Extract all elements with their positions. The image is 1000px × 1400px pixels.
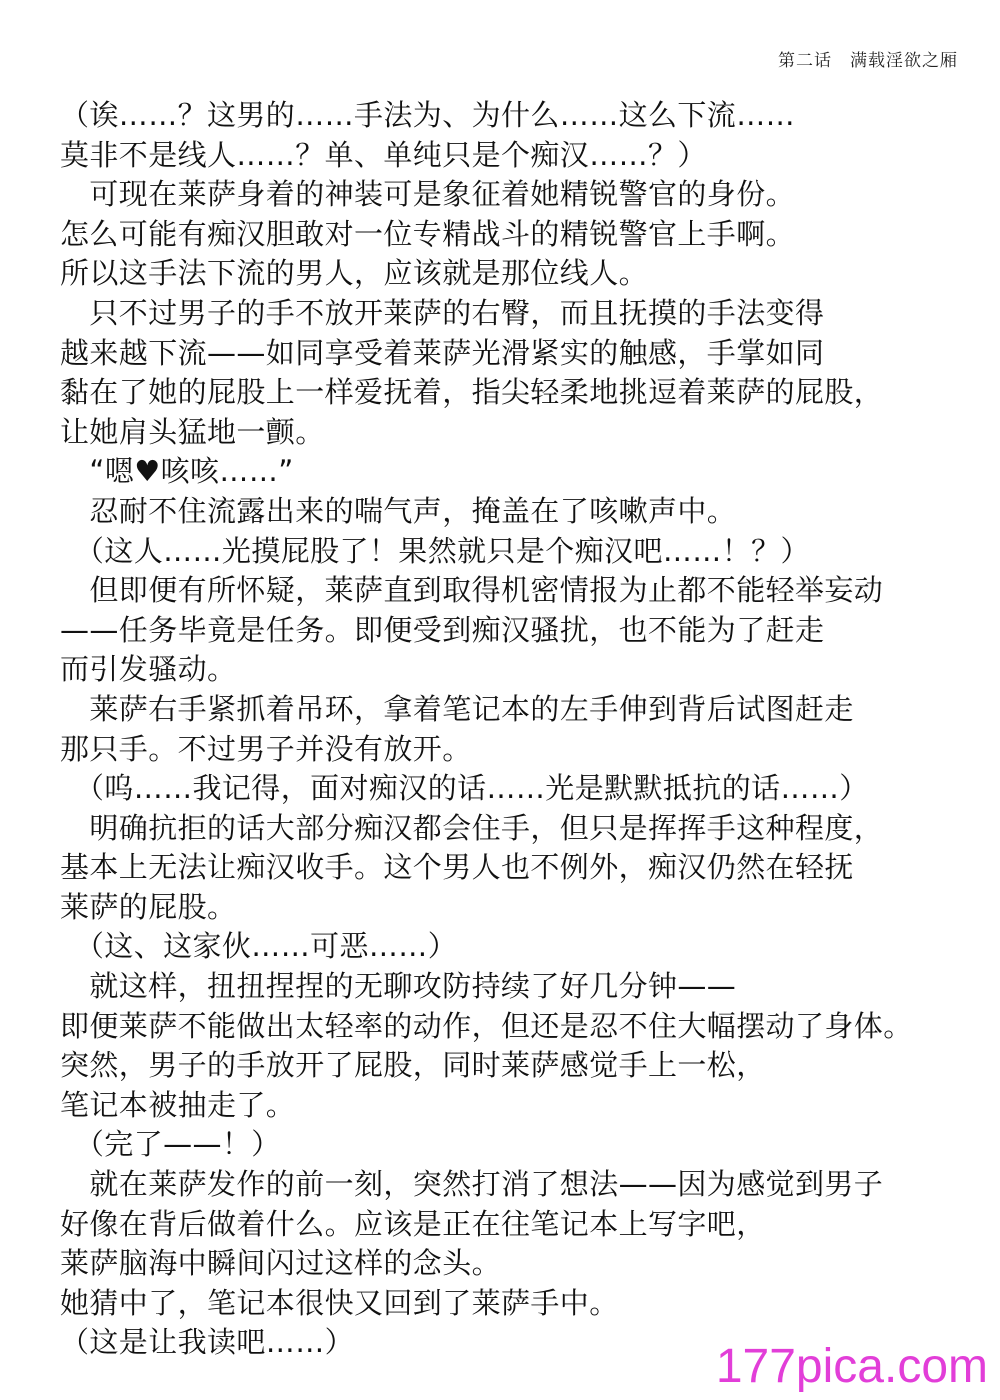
body-text <box>60 96 975 1363</box>
text-line: （这、这家伙……可恶……） <box>60 929 458 964</box>
text-line: 那只手。不过男子并没有放开。 <box>60 731 472 766</box>
text-line: （这人……光摸屁股了！果然就只是个痴汉吧……！？） <box>60 533 810 568</box>
text-line: 莱萨脑海中瞬间闪过这样的念头。 <box>60 1246 502 1281</box>
text-line: 越来越下流——如同享受着莱萨光滑紧实的触感，手掌如同 <box>60 335 825 370</box>
text-line: 让她肩头猛地一颤。 <box>60 414 325 449</box>
text-line: 莱萨右手紧抓着吊环，拿着笔记本的左手伸到背后试图赶走 <box>60 691 854 726</box>
chapter-header: 第二话 满载淫欲之厢 <box>778 51 958 71</box>
text-line: 她猜中了，笔记本很快又回到了莱萨手中。 <box>60 1285 619 1320</box>
text-line: （这是让我读吧……） <box>60 1325 355 1360</box>
text-line: 黏在了她的屁股上一样爱抚着，指尖轻柔地挑逗着莱萨的屁股， <box>60 375 884 410</box>
text-line: 而引发骚动。 <box>60 652 237 687</box>
text-line: 所以这手法下流的男人，应该就是那位线人。 <box>60 256 649 291</box>
text-line: 忍耐不住流露出来的喘气声，掩盖在了咳嗽声中。 <box>60 493 737 528</box>
text-line: 即便莱萨不能做出太轻率的动作，但还是忍不住大幅摆动了身体。 <box>60 1008 913 1043</box>
text-line: 笔记本被抽走了。 <box>60 1087 296 1122</box>
text-line: 莱萨的屁股。 <box>60 889 237 924</box>
text-line: （诶……？这男的……手法为、为什么……这么下流…… <box>60 98 796 132</box>
text-line: （呜……我记得，面对痴汉的话……光是默默抵抗的话……） <box>60 771 869 806</box>
text-line: 明确抗拒的话大部分痴汉都会住手，但只是挥挥手这种程度， <box>60 810 884 845</box>
text-line: 可现在莱萨身着的神装可是象征着她精锐警官的身份。 <box>60 177 796 212</box>
text-line: 怎么可能有痴汉胆敢对一位专精战斗的精锐警官上手啊。 <box>60 216 796 251</box>
text-line: “嗯♥咳咳……” <box>60 454 294 489</box>
watermark: 177pica.com <box>715 1340 988 1393</box>
text-line: 就在莱萨发作的前一刻，突然打消了想法——因为感觉到男子 <box>60 1167 884 1202</box>
text-line: 好像在背后做着什么。应该是正在往笔记本上写字吧， <box>60 1206 766 1241</box>
text-line: 莫非不是线人……？单、单纯只是个痴汉……？） <box>60 137 707 172</box>
text-line: 就这样，扭扭捏捏的无聊攻防持续了好几分钟—— <box>60 969 737 1004</box>
text-line: （完了——！） <box>60 1127 281 1162</box>
text-line: 基本上无法让痴汉收手。这个男人也不例外，痴汉仍然在轻抚 <box>60 850 854 885</box>
text-line: ——任务毕竟是任务。即便受到痴汉骚扰，也不能为了赶走 <box>60 612 825 647</box>
text-line: 突然，男子的手放开了屁股，同时莱萨感觉手上一松， <box>60 1048 766 1083</box>
text-line: 但即便有所怀疑，莱萨直到取得机密情报为止都不能轻举妄动 <box>60 573 884 608</box>
text-line: 只不过男子的手不放开莱萨的右臀，而且抚摸的手法变得 <box>60 295 825 330</box>
